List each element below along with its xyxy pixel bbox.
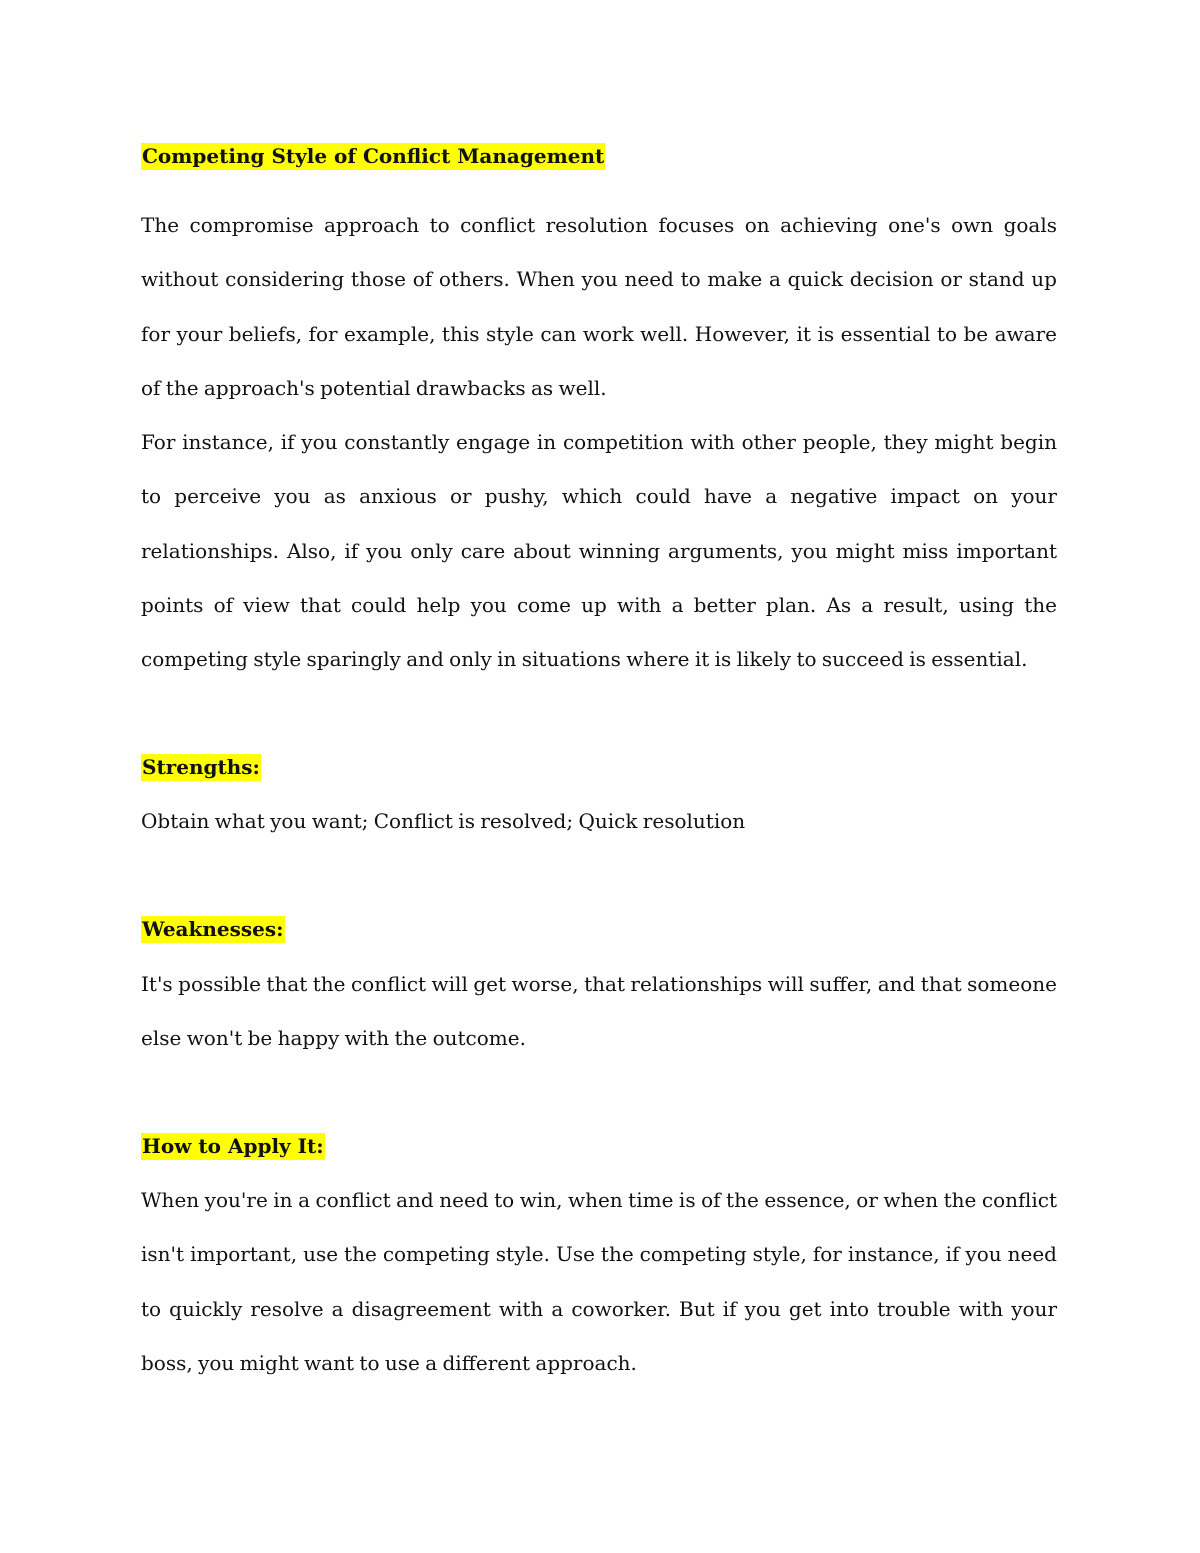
strengths-heading-text: Strengths: [142, 755, 260, 779]
intro-paragraph-1: The compromise approach to conflict resolution focuses on achieving one's own goals without considering those of others. When you need to make a quick decision or stand up for your beliefs, for example, this style can work well. However, it is essential to be aware of the approach's potential drawbacks as well. [141, 213, 1057, 400]
how-to-apply-heading [141, 1134, 1057, 1158]
document-title [141, 144, 1057, 168]
weaknesses-text: It's possible that the conflict will get worse, that relationships will suffer, and that someone else won't be happy with the outcome. [141, 972, 1057, 1051]
how-to-apply-heading-text: How to Apply It: [142, 1134, 324, 1158]
strengths-text: Obtain what you want; Conflict is resolved; Quick resolution [141, 809, 746, 833]
document-title-text: Competing Style of Conflict Management [142, 144, 605, 168]
weaknesses-heading [141, 917, 1057, 941]
how-to-apply-text: When you're in a conflict and need to win, when time is of the essence, or when the conflict isn't important, use the competing style. Use the competing style, for instance, if you need to quickly resolve a disagreement with a coworker. But if you get into trouble with your boss, you might want to use a different approach. [141, 1188, 1057, 1375]
intro-paragraph-2: For instance, if you constantly engage in competition with other people, they might begin to perceive you as anxious or pushy, which could have a negative impact on your relationships. Also, if you only care about winning arguments, you might miss important points of view that could help you come up with a better plan. As a result, using the competing style sparingly and only in situations where it is likely to succeed is essential. [141, 430, 1057, 672]
weaknesses-heading-text: Weaknesses: [142, 917, 284, 941]
strengths-heading [141, 755, 1057, 779]
